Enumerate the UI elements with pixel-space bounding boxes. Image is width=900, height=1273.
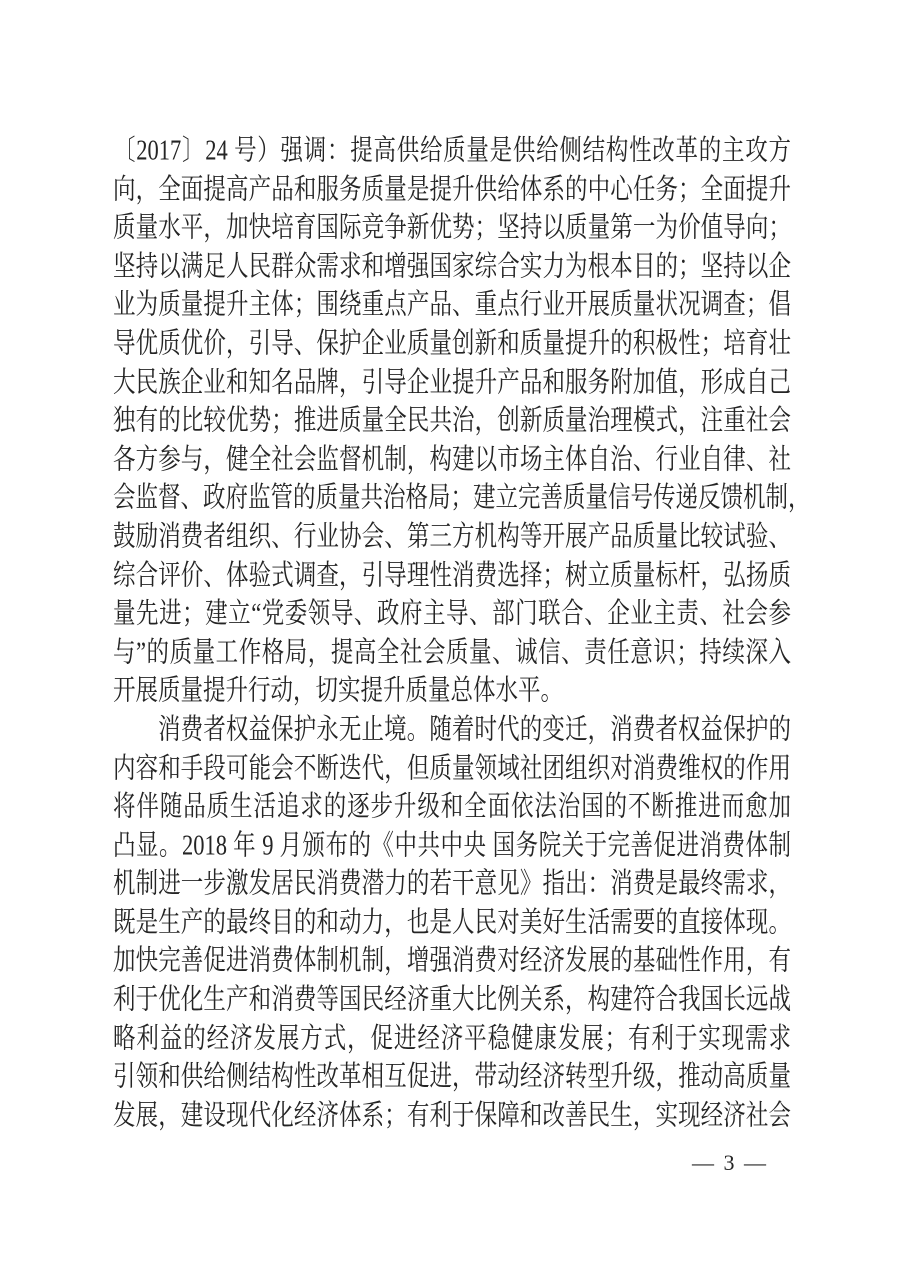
text-line: 发展，建设现代化经济体系；有利于保障和改善民生，实现经济社会: [113, 1099, 791, 1131]
text-line: 导优质优价，引导、保护企业质量创新和质量提升的积极性；培育壮: [113, 327, 791, 360]
text-line: 内容和手段可能会不断迭代，但质量领域社团组织对消费维权的作用: [113, 752, 791, 784]
text-line: 机制进一步激发居民消费潜力的若干意见》指出：消费是最终需求，: [113, 867, 791, 900]
text-line: 鼓励消费者组织、行业协会、第三方机构等开展产品质量比较试验、: [113, 520, 791, 552]
paragraph: [113, 711, 791, 1136]
text-line: 开展质量提升行动，切实提升质量总体水平。: [113, 674, 564, 707]
text-line: 坚持以满足人民群众需求和增强国家综合实力为根本目的；坚持以企: [113, 250, 791, 282]
text-line: 大民族企业和知名品牌，引导企业提升产品和服务附加值，形成自己: [113, 366, 791, 398]
text-line: 与”的质量工作格局，提高全社会质量、诚信、责任意识；持续深入: [113, 636, 791, 668]
paragraph: [113, 132, 811, 711]
text-line: 既是生产的最终目的和动力，也是人民对美好生活需要的直接体现。: [113, 906, 791, 938]
text-line: 独有的比较优势；推进质量全民共治，创新质量治理模式，注重社会: [113, 404, 791, 437]
page-number: — 3 —: [692, 1150, 768, 1175]
text-line: 业为质量提升主体；围绕重点产品、重点行业开展质量状况调查；倡: [113, 288, 791, 321]
text-line: 各方参与，健全社会监督机制，构建以市场主体自治、行业自律、社: [113, 443, 791, 475]
text-line: 略利益的经济发展方式，促进经济平稳健康发展；有利于实现需求: [113, 1022, 791, 1054]
text-line: 将伴随品质生活追求的逐步升级和全面依法治国的不断推进而愈加: [113, 790, 791, 823]
text-line: 凸显。2018 年 9 月颁布的《中共中央 国务院关于完善促进消费体制: [113, 829, 791, 861]
text-line: 综合评价、体验式调查，引导理性消费选择；树立质量标杆，弘扬质: [113, 559, 791, 591]
text-line: 消费者权益保护永无止境。随着时代的变迁，消费者权益保护的: [158, 713, 791, 745]
text-line: 引领和供给侧结构性改革相互促进，带动经济转型升级，推动高质量: [113, 1060, 791, 1093]
text-line: 加快完善促进消费体制机制，增强消费对经济发展的基础性作用，有: [113, 945, 791, 977]
document-body: [113, 132, 811, 1135]
text-line: 质量水平，加快培育国际竞争新优势；坚持以质量第一为价值导向；: [113, 211, 791, 244]
text-line: 〔2017〕24 号）强调：提高供给质量是供给侧结构性改革的主攻方: [113, 134, 791, 167]
text-line: 利于优化生产和消费等国民经济重大比例关系，构建符合我国长远战: [113, 983, 791, 1016]
text-line: 向，全面提高产品和服务质量是提升供给体系的中心任务；全面提升: [113, 173, 791, 205]
text-line: 量先进；建立“党委领导、政府主导、部门联合、企业主责、社会参: [113, 597, 791, 630]
text-line: 会监督、政府监管的质量共治格局；建立完善质量信号传递反馈机制，: [113, 481, 811, 514]
